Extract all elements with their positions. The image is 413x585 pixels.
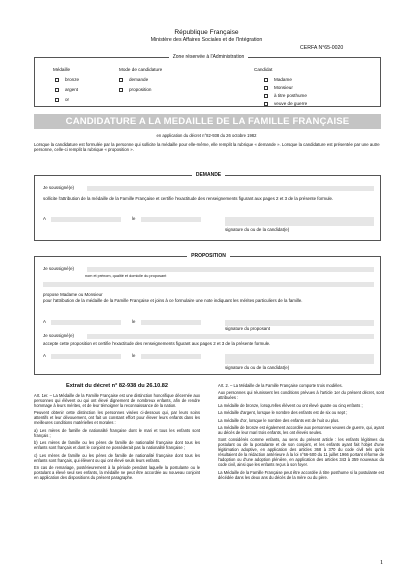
demande-a-label: A [43,216,46,221]
admin-col-candidat: Candidat [254,67,273,72]
acceptation-soussigne-label: Je soussigné(e) [43,333,74,338]
option-posthume[interactable]: à titre posthume [264,93,307,98]
option-argent[interactable]: argent [55,87,78,92]
decree-paragraph: La médaille de bronze, lorsqu'elles élèvent ou ont élevé quatre ou cinq enfants ; [218,402,363,408]
acceptation-text: accepte cette proposition et certifie l'exactitude des renseignements figurant aux pages 2 et 3 de la présente formule. [43,341,271,346]
proposition-text: pour l'attribution de la médaille de la Famille Française et joins à ce formulaire une note indiquant les mérites particuliers de la famille. [43,298,303,303]
ministry-heading: Ministère des Affaires Sociales et de l'Intégration [150,37,263,43]
demande-text: sollicite l'attribution de la médaille de la Famille Française et certifie l'exactitude des renseignements figurant aux pages 2 et 3 de la présente formule. [43,196,334,201]
checkbox[interactable] [55,78,59,82]
decree-extract-left [34,384,200,482]
decree-paragraph: a) Les mères de famille de nationalité française dont le mari et tous les enfants sont français ; [34,427,200,438]
republic-heading: République Française [174,29,239,36]
acceptation-date-field[interactable] [141,354,201,359]
decree-paragraph: Peuvent obtenir cette distinction les personnes visées ci-dessous qui, par leurs soins attentifs et leur dévouement, ont fait un constant effort pour élever leurs enfants dans les meilleures conditions matérielles et morales : [34,410,200,426]
proposition-section [34,253,381,375]
demande-name-field[interactable] [87,186,374,191]
acceptation-le-label: le [132,353,136,358]
acceptation-place-field[interactable] [51,354,121,359]
demande-title: DEMANDE [35,172,382,178]
acceptation-a-label: A [43,353,46,358]
checkbox[interactable] [55,88,59,92]
demande-signature-field[interactable] [225,217,374,226]
checkbox[interactable] [264,78,268,82]
option-monsieur[interactable]: Monsieur [264,85,293,90]
decree-paragraph: Aux personnes qui réunissent les conditions prévues à l'article 1er du présent décret, sont attribuées : [218,390,384,401]
decree-paragraph: b) Les mères de famille ou les pères de famille de nationalité française dont tous les enfants sont français et dont le conjoint ne posséderait pas la nationalité française ; [34,440,200,451]
decree-paragraph: La médaille de bronze est également accordée aux personnes veuves de guerre, qui, ayant au décès de leur mari trois enfants, les ont élevés seules. [218,424,384,435]
candidat-signature-label: signature du ou de la candidat(e) [225,365,290,370]
proposant-name-hint: nom et prénom, qualité et domicile du proposant [85,274,167,278]
checkbox[interactable] [119,88,123,92]
decree-extract-title: Extrait du décret n° 82-938 du 26.10.82 [65,383,169,389]
proposition-title: PROPOSITION [35,253,382,259]
propose-label: propose Madame ou Monsieur [43,292,103,297]
decree-extract-right [218,383,384,482]
admin-zone [34,54,381,107]
proposition-a-label: A [43,319,46,324]
admin-col-mode: Mode de candidature [119,67,163,72]
decree-paragraph: La médaille d'or, lorsque le nombre des enfants est de huit ou plus. [218,417,340,423]
decree-paragraph: En cas de remariage, postérieurement à la période pendant laquelle la postulante ou le postulant a élevé seul ses enfants, la médaille ne peut être accordée au nouveau conjoint en application des dispositions du présent paragraphe. [34,464,200,480]
form-title-banner: CANDIDATURE A LA MEDAILLE DE LA FAMILLE FRANÇAISE [34,114,381,129]
checkbox[interactable] [55,98,59,102]
proposant-signature-label: signature du proposant [225,326,270,331]
proposition-date-field[interactable] [141,320,201,325]
option-bronze[interactable]: bronze [55,77,79,82]
intro-text: Lorsque la candidature est formulée par la personne qui sollicite la médaille pour elle-même, elle remplit la rubrique « demande ». Lorsque la candidature est présentée par une autre personne, celle-ci remplit la rubrique « proposition ». [34,142,380,153]
candidat-name-field[interactable] [87,334,374,339]
cerfa-number: CERFA N°65-0020 [300,45,344,51]
option-madame[interactable]: Madame [264,77,292,82]
demande-place-field[interactable] [51,217,121,222]
demande-le-label: le [132,216,136,221]
proposition-le-label: le [132,319,136,324]
decree-paragraph: c) Les mères de famille ou les pères de famille de nationalité française dont tous les enfants sont français, qui élèvent ou qui ont élevé seuls leurs enfants. [34,452,200,463]
page-number: 1 [380,559,384,566]
demande-signature-label: signature du ou de la candidat(e) [225,227,290,232]
checkbox[interactable] [264,86,268,90]
proposition-soussigne-label: Je soussigné(e) [43,266,74,271]
option-veuve-de-guerre[interactable]: veuve de guerre [264,101,307,106]
decree-paragraph: Sont considérés comme enfants, au sens du présent article : les enfants légitimes du postulant ou de la postulante et de son conjoint, et les enfants ayant fait l'objet d'une légitimation adoptive, en application des articles 368 à 370 du code civil tels qu'ils résultaient de la rédaction antérieure à la loi n°66-500 du 11 juillet 1966 portant réforme de l'adoption ou d'une adoption plénière, en application des articles 343 à 359 nouveaux du code civil, ainsi que les enfants reçus à son foyer. [218,437,384,468]
checkbox[interactable] [264,94,268,98]
option-demande[interactable]: demande [119,77,148,82]
decree-subtitle: en application du décret n°82-938 du 26 octobre 1982 [156,133,257,138]
proposition-place-field[interactable] [51,320,121,325]
proposant-name-field[interactable] [87,267,374,272]
proposant-address-field[interactable] [43,282,374,287]
demande-soussigne-label: Je soussigné(e) [43,185,74,190]
admin-col-medaille: Médaille [53,67,71,72]
decree-paragraph: La Médaille de la Famille Française peut être accordée à titre posthume si la postulante est décédée dans les deux ans du décès de la mère ou du père. [218,469,384,480]
decree-paragraph: La médaille d'argent, lorsque le nombre des enfants est de six ou sept ; [218,410,348,416]
checkbox[interactable] [264,102,268,106]
admin-zone-title: Zone réservée à l'Administration [35,54,382,60]
candidat-signature-field[interactable] [225,354,374,364]
decree-paragraph: Art. 1er. – La Médaille de la Famille Française est une distinction honorifique décernée aux personnes qui élèvent ou qui ont élevé dignement de nombreux enfants, afin de rendre hommage à leurs mérites, et de leur témoigner la reconnaissance de la nation. [34,393,200,408]
demande-section [34,172,381,241]
checkbox[interactable] [119,78,123,82]
option-proposition[interactable]: proposition [119,87,151,92]
decree-paragraph: Art. 2. – La Médaille de la Famille Française comporte trois modèles. [218,383,343,388]
option-or[interactable]: or [55,97,69,102]
demande-date-field[interactable] [141,217,201,222]
